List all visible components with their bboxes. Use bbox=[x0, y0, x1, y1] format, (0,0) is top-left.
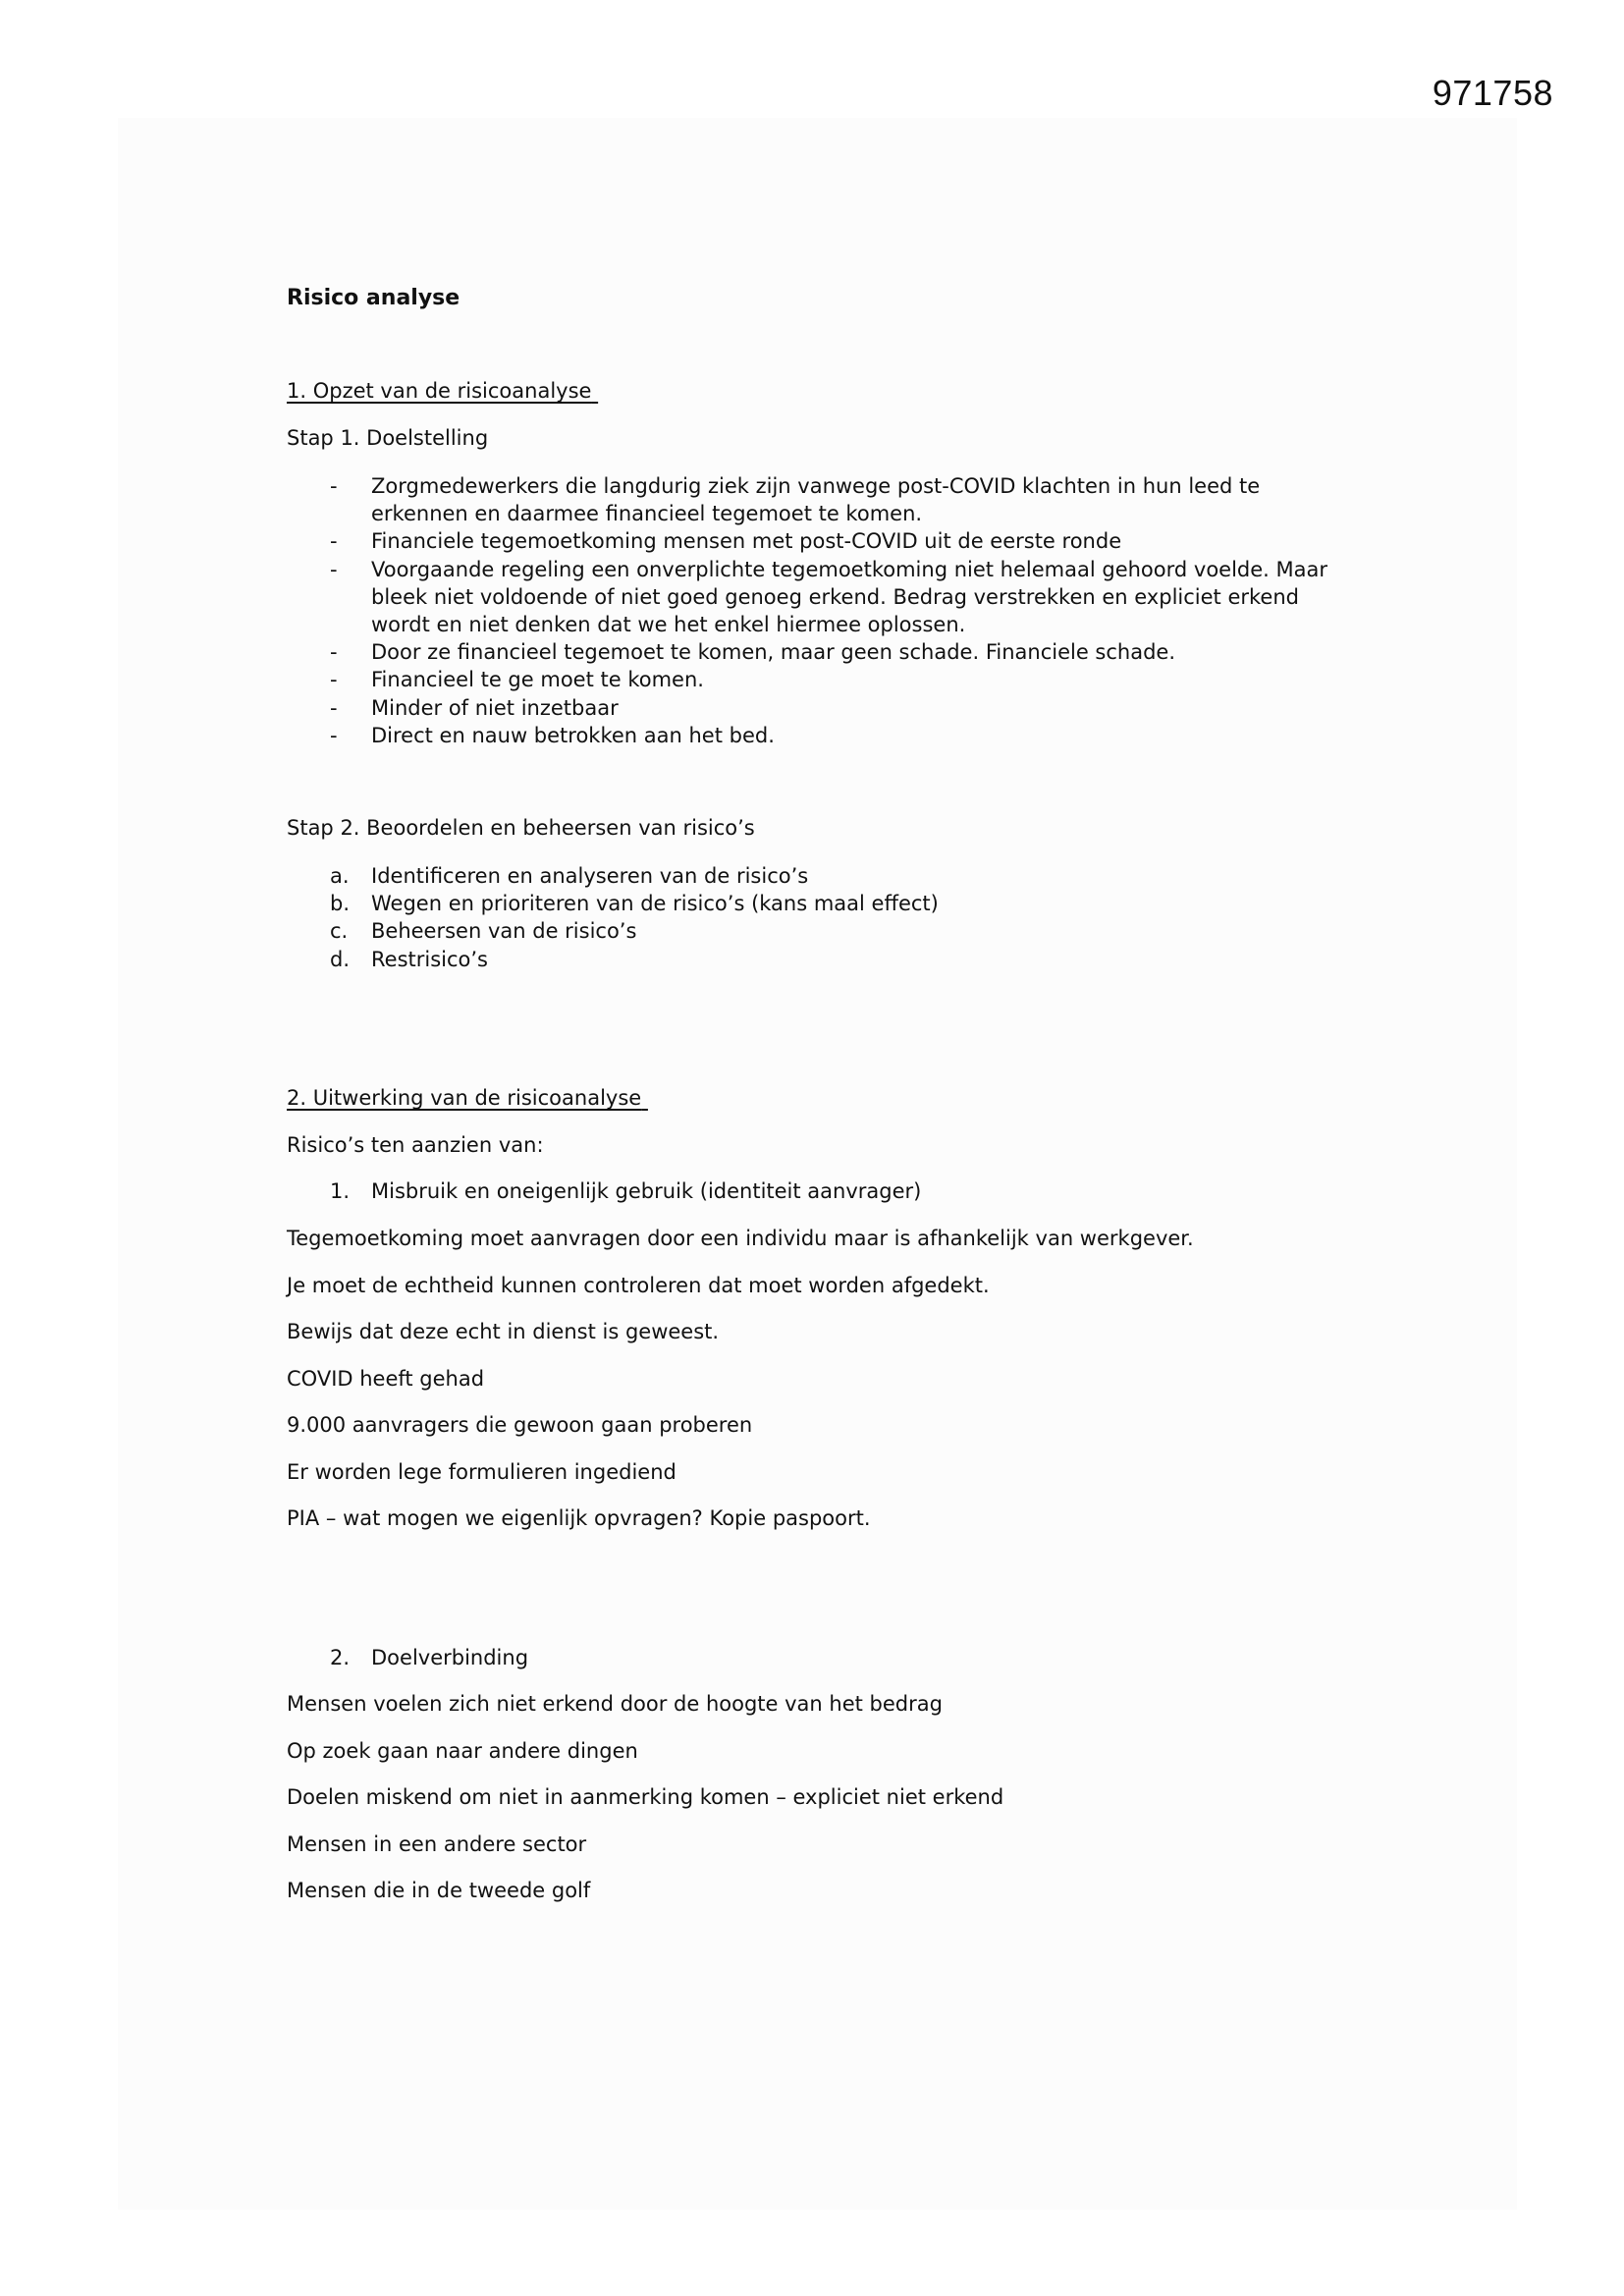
stap-1-label: Stap 1. Doelstelling bbox=[287, 426, 489, 450]
list-item: - Voorgaande regeling een onverplichte tegemoetkoming niet helemaal gehoord voelde. Maar bleek niet voldoende of niet goed genoeg erkend. Bedrag verstrekken en expliciet erkend wordt en niet denken dat we het enkel hiermee oplossen. bbox=[330, 557, 1328, 637]
risk-1-line: Tegemoetkoming moet aanvragen door een individu maar is afhankelijk van werkgever. bbox=[287, 1227, 1194, 1250]
list-item: - Door ze financieel tegemoet te komen, maar geen schade. Financiele schade. bbox=[330, 640, 1176, 665]
list-item: - Minder of niet inzetbaar bbox=[330, 695, 619, 720]
risk-2-line: Op zoek gaan naar andere dingen bbox=[287, 1739, 638, 1763]
list-item: b. Wegen en prioriteren van de risico’s (kans maal effect) bbox=[330, 892, 939, 916]
list-item: - Zorgmedewerkers die langdurig ziek zijn vanwege post-COVID klachten in hun leed te erkennen en daarmee financieel tegemoet te komen. bbox=[330, 474, 1261, 526]
list-item: - Direct en nauw betrokken aan het bed. bbox=[330, 723, 775, 747]
section-2-heading: 2. Uitwerking van de risicoanalyse bbox=[287, 1086, 642, 1110]
list-item: c. Beheersen van de risico’s bbox=[330, 919, 637, 944]
section-1-heading: 1. Opzet van de risicoanalyse bbox=[287, 379, 592, 403]
risk-2-line: Mensen die in de tweede golf bbox=[287, 1879, 591, 1902]
risk-2-title: 2. Doelverbinding bbox=[330, 1646, 529, 1669]
risk-1-line: Bewijs dat deze echt in dienst is geweest. bbox=[287, 1320, 720, 1343]
risks-intro: Risico’s ten aanzien van: bbox=[287, 1133, 544, 1157]
risk-2-line: Mensen in een andere sector bbox=[287, 1832, 587, 1856]
risk-1-line: COVID heeft gehad bbox=[287, 1367, 485, 1391]
risk-1-line: 9.000 aanvragers die gewoon gaan proberen bbox=[287, 1413, 753, 1437]
risk-1-line: Je moet de echtheid kunnen controleren dat moet worden afgedekt. bbox=[287, 1274, 990, 1297]
document-number: 971758 bbox=[1432, 73, 1553, 113]
list-item: - Financiele tegemoetkoming mensen met post-COVID uit de eerste ronde bbox=[330, 529, 1122, 554]
risk-2-line: Mensen voelen zich niet erkend door de hoogte van het bedrag bbox=[287, 1692, 943, 1716]
risk-1-title: 1. Misbruik en oneigenlijk gebruik (identiteit aanvrager) bbox=[330, 1179, 922, 1203]
list-item: a. Identificeren en analyseren van de risico’s bbox=[330, 864, 809, 888]
risk-1-line: Er worden lege formulieren ingediend bbox=[287, 1460, 677, 1484]
doelstelling-list bbox=[287, 472, 1327, 749]
stap-2-label: Stap 2. Beoordelen en beheersen van risico’s bbox=[287, 816, 755, 840]
beoordelen-list bbox=[287, 862, 1327, 973]
list-item: - Financieel te ge moet te komen. bbox=[330, 668, 704, 692]
risk-1-line: PIA – wat mogen we eigenlijk opvragen? Kopie paspoort. bbox=[287, 1506, 871, 1530]
risk-2-line: Doelen miskend om niet in aanmerking komen – expliciet niet erkend bbox=[287, 1785, 1004, 1809]
document-title: Risico analyse bbox=[287, 286, 460, 310]
list-item: d. Restrisico’s bbox=[330, 947, 488, 971]
